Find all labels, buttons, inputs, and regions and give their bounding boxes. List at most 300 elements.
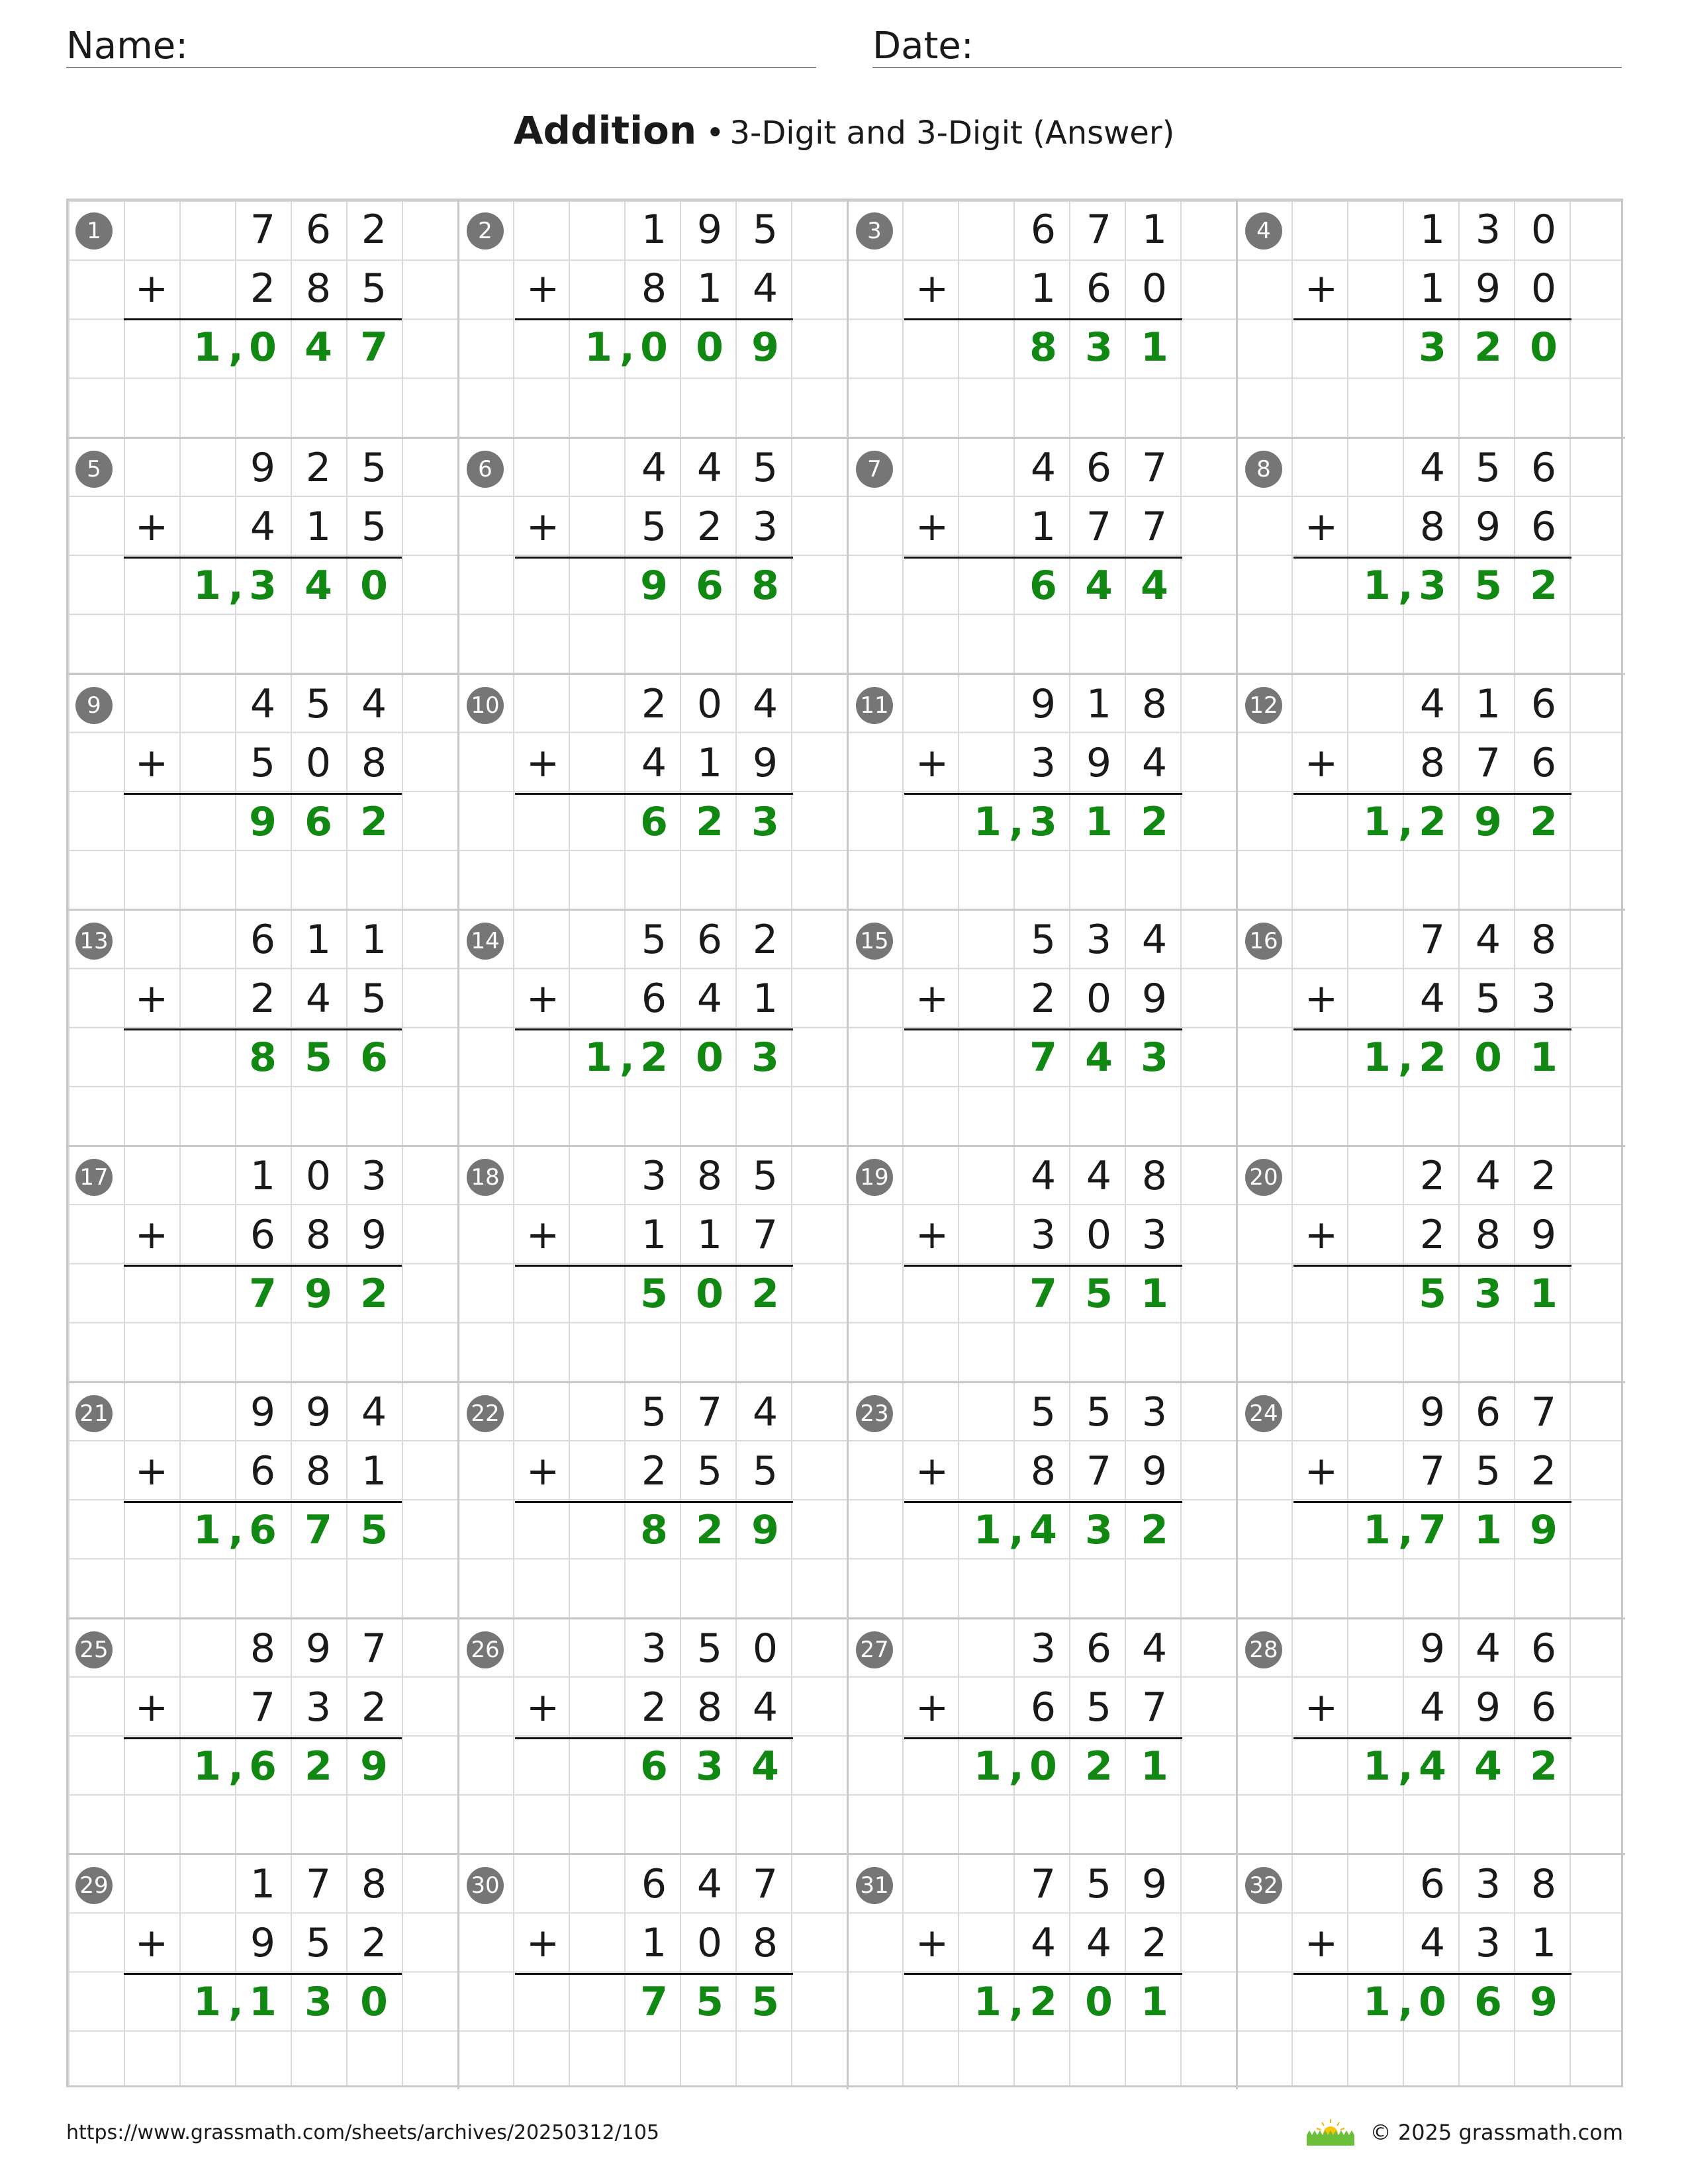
addend-bottom-digit: 1 bbox=[1419, 265, 1446, 312]
addend-top-digit: 7 bbox=[1530, 1388, 1557, 1435]
addend-top-digit: 7 bbox=[752, 1861, 778, 1908]
answer-digit: 4 bbox=[751, 1743, 779, 1790]
addend-bottom-digit: 3 bbox=[1530, 976, 1557, 1023]
addend-top-digit: 8 bbox=[1530, 917, 1557, 964]
plus-sign: + bbox=[526, 1684, 560, 1731]
problem-number-badge: 12 bbox=[1245, 687, 1282, 724]
answer-digit: 6 bbox=[249, 1506, 277, 1553]
addend-top-digit: 6 bbox=[1086, 444, 1112, 491]
addend-top-digit: 5 bbox=[752, 444, 778, 491]
addend-bottom-digit: 2 bbox=[641, 1447, 667, 1494]
addend-top-digit: 7 bbox=[361, 1625, 387, 1672]
addend-top-digit: 4 bbox=[696, 444, 723, 491]
answer-digit: 3 bbox=[1141, 1034, 1168, 1081]
addend-top-digit: 6 bbox=[1419, 1861, 1446, 1908]
answer-digit: 3 bbox=[1085, 1506, 1113, 1553]
problem-block bbox=[457, 673, 847, 909]
addend-bottom-digit: 9 bbox=[1475, 1684, 1501, 1731]
answer-digit: 0 bbox=[696, 1034, 724, 1081]
addend-bottom-digit: 9 bbox=[361, 1212, 387, 1258]
answer-digit: 0 bbox=[696, 324, 724, 371]
answer-comma: , bbox=[1398, 1979, 1413, 2026]
addend-top-digit: 5 bbox=[752, 1153, 778, 1199]
answer-digit: 3 bbox=[1419, 324, 1446, 371]
answer-digit: 0 bbox=[1419, 1979, 1446, 2026]
plus-sign: + bbox=[526, 1212, 560, 1258]
answer-digit: 1 bbox=[193, 1506, 221, 1553]
plus-sign: + bbox=[915, 1684, 949, 1731]
grassmath-logo-icon bbox=[1304, 2116, 1357, 2148]
addend-top-digit: 8 bbox=[1141, 1153, 1168, 1199]
problem-number-badge: 8 bbox=[1245, 451, 1282, 488]
addend-bottom-digit: 8 bbox=[305, 1447, 332, 1494]
answer-digit: 6 bbox=[305, 798, 332, 845]
addend-bottom-digit: 5 bbox=[641, 503, 667, 550]
name-line bbox=[66, 67, 816, 68]
addend-bottom-digit: 7 bbox=[752, 1212, 778, 1258]
answer-digit: 2 bbox=[1530, 562, 1558, 609]
addend-bottom-digit: 9 bbox=[1475, 503, 1501, 550]
problem-block bbox=[457, 1853, 847, 2089]
addend-top-digit: 5 bbox=[305, 680, 332, 727]
addend-bottom-digit: 1 bbox=[361, 1447, 387, 1494]
answer-digit: 8 bbox=[751, 562, 779, 609]
problem-block bbox=[847, 909, 1236, 1145]
addend-top-digit: 4 bbox=[1141, 917, 1168, 964]
answer-digit: 2 bbox=[1474, 324, 1502, 371]
answer-digit: 9 bbox=[640, 562, 668, 609]
problem-block bbox=[847, 1853, 1236, 2089]
addend-top-digit: 5 bbox=[752, 206, 778, 253]
addend-bottom-digit: 8 bbox=[696, 1684, 723, 1731]
problem-number-badge: 9 bbox=[75, 687, 113, 724]
problem-block bbox=[68, 1381, 457, 1617]
problem-number-badge: 7 bbox=[856, 451, 893, 488]
addend-bottom-digit: 4 bbox=[1030, 1920, 1056, 1967]
title-main: Addition bbox=[513, 108, 697, 153]
addend-top-digit: 0 bbox=[752, 1625, 778, 1672]
problem-number-badge: 6 bbox=[467, 451, 504, 488]
addend-bottom-digit: 7 bbox=[1419, 1447, 1446, 1494]
answer-digit: 9 bbox=[751, 324, 779, 371]
problem-number-badge: 11 bbox=[856, 687, 893, 724]
plus-sign: + bbox=[526, 1920, 560, 1967]
addend-bottom-digit: 7 bbox=[250, 1684, 276, 1731]
problem-block bbox=[457, 1381, 847, 1617]
addend-top-digit: 3 bbox=[1086, 917, 1112, 964]
addend-bottom-digit: 7 bbox=[1141, 1684, 1168, 1731]
addend-bottom-digit: 7 bbox=[1141, 503, 1168, 550]
addend-bottom-digit: 9 bbox=[1530, 1212, 1557, 1258]
answer-digit: 0 bbox=[1029, 1743, 1057, 1790]
problem-number-badge: 13 bbox=[75, 923, 113, 960]
addend-bottom-digit: 4 bbox=[1419, 1920, 1446, 1967]
addend-top-digit: 9 bbox=[1030, 680, 1056, 727]
answer-digit: 9 bbox=[305, 1271, 332, 1317]
answer-digit: 7 bbox=[305, 1506, 332, 1553]
addend-top-digit: 4 bbox=[1419, 444, 1446, 491]
addend-bottom-digit: 8 bbox=[305, 265, 332, 312]
addend-top-digit: 6 bbox=[1475, 1388, 1501, 1435]
worksheet-title bbox=[0, 107, 1688, 156]
problem-block bbox=[847, 1145, 1236, 1381]
answer-digit: 2 bbox=[696, 1506, 724, 1553]
addend-top-digit: 4 bbox=[361, 1388, 387, 1435]
plus-sign: + bbox=[134, 1684, 169, 1731]
answer-digit: 9 bbox=[1530, 1979, 1558, 2026]
addend-top-digit: 7 bbox=[1141, 444, 1168, 491]
plus-sign: + bbox=[1304, 1447, 1338, 1494]
addend-top-digit: 4 bbox=[1475, 917, 1501, 964]
answer-digit: 1 bbox=[974, 1979, 1002, 2026]
answer-digit: 3 bbox=[751, 798, 779, 845]
addend-top-digit: 3 bbox=[1475, 1861, 1501, 1908]
answer-comma: , bbox=[228, 562, 244, 609]
name-label: Name: bbox=[66, 24, 189, 68]
answer-digit: 1 bbox=[193, 324, 221, 371]
addend-bottom-digit: 0 bbox=[1086, 1212, 1112, 1258]
problem-block bbox=[847, 201, 1236, 437]
addend-top-digit: 1 bbox=[1086, 680, 1112, 727]
addend-top-digit: 1 bbox=[361, 917, 387, 964]
problem-number-badge: 19 bbox=[856, 1159, 893, 1196]
addend-bottom-digit: 1 bbox=[696, 1212, 723, 1258]
addend-bottom-digit: 6 bbox=[1086, 265, 1112, 312]
problem-number-badge: 28 bbox=[1245, 1631, 1282, 1668]
plus-sign: + bbox=[1304, 265, 1338, 312]
problem-number-badge: 2 bbox=[467, 212, 504, 250]
addend-bottom-digit: 0 bbox=[696, 1920, 723, 1967]
problem-block bbox=[68, 201, 457, 437]
addend-top-digit: 5 bbox=[1030, 1388, 1056, 1435]
addend-bottom-digit: 6 bbox=[1530, 739, 1557, 786]
addend-bottom-digit: 2 bbox=[1419, 1212, 1446, 1258]
addend-top-digit: 4 bbox=[1086, 1153, 1112, 1199]
answer-comma: , bbox=[1398, 1506, 1413, 1553]
problem-block bbox=[847, 1617, 1236, 1854]
addend-top-digit: 1 bbox=[1419, 206, 1446, 253]
answer-digit: 2 bbox=[360, 798, 388, 845]
answer-comma: , bbox=[1009, 1743, 1024, 1790]
plus-sign: + bbox=[1304, 503, 1338, 550]
addend-bottom-digit: 8 bbox=[305, 1212, 332, 1258]
addend-top-digit: 8 bbox=[1530, 1861, 1557, 1908]
addend-top-digit: 8 bbox=[1141, 680, 1168, 727]
answer-digit: 1 bbox=[1363, 562, 1391, 609]
footer-url: https://www.grassmath.com/sheets/archives/20250312/105 bbox=[66, 2121, 660, 2144]
problem-number-badge: 1 bbox=[75, 212, 113, 250]
addend-bottom-digit: 6 bbox=[1030, 1684, 1056, 1731]
addend-top-digit: 4 bbox=[696, 1861, 723, 1908]
addend-top-digit: 7 bbox=[1419, 917, 1446, 964]
answer-digit: 5 bbox=[360, 1506, 388, 1553]
addend-bottom-digit: 4 bbox=[696, 976, 723, 1023]
answer-digit: 1 bbox=[1085, 798, 1113, 845]
addend-top-digit: 4 bbox=[752, 680, 778, 727]
problem-number-badge: 23 bbox=[856, 1395, 893, 1432]
answer-digit: 7 bbox=[360, 324, 388, 371]
addend-bottom-digit: 0 bbox=[1530, 265, 1557, 312]
addend-bottom-digit: 4 bbox=[1419, 1684, 1446, 1731]
addend-bottom-digit: 5 bbox=[1086, 1684, 1112, 1731]
plus-sign: + bbox=[134, 1920, 169, 1967]
answer-digit: 6 bbox=[360, 1034, 388, 1081]
addend-bottom-digit: 7 bbox=[1086, 1447, 1112, 1494]
addend-bottom-digit: 1 bbox=[696, 739, 723, 786]
addend-top-digit: 4 bbox=[250, 680, 276, 727]
addend-top-digit: 1 bbox=[641, 206, 667, 253]
addend-top-digit: 1 bbox=[250, 1861, 276, 1908]
plus-sign: + bbox=[915, 739, 949, 786]
plus-sign: + bbox=[915, 503, 949, 550]
problem-block bbox=[1236, 437, 1625, 673]
plus-sign: + bbox=[134, 976, 169, 1023]
answer-digit: 1 bbox=[193, 1979, 221, 2026]
answer-digit: 0 bbox=[640, 324, 668, 371]
addend-bottom-digit: 5 bbox=[250, 739, 276, 786]
addend-top-digit: 4 bbox=[1419, 680, 1446, 727]
answer-comma: , bbox=[620, 1034, 635, 1081]
plus-sign: + bbox=[134, 1447, 169, 1494]
answer-digit: 2 bbox=[640, 1034, 668, 1081]
addend-bottom-digit: 6 bbox=[250, 1447, 276, 1494]
answer-digit: 7 bbox=[1029, 1271, 1057, 1317]
addend-bottom-digit: 9 bbox=[1141, 976, 1168, 1023]
addend-top-digit: 3 bbox=[1141, 1388, 1168, 1435]
addend-bottom-digit: 2 bbox=[696, 503, 723, 550]
plus-sign: + bbox=[915, 1212, 949, 1258]
answer-digit: 6 bbox=[696, 562, 724, 609]
addend-top-digit: 0 bbox=[305, 1153, 332, 1199]
problem-block bbox=[68, 1145, 457, 1381]
answer-digit: 8 bbox=[249, 1034, 277, 1081]
addend-bottom-digit: 2 bbox=[361, 1684, 387, 1731]
addend-top-digit: 7 bbox=[250, 206, 276, 253]
addend-top-digit: 3 bbox=[1030, 1625, 1056, 1672]
addend-top-digit: 9 bbox=[696, 206, 723, 253]
addend-bottom-digit: 2 bbox=[250, 265, 276, 312]
problem-block bbox=[847, 1381, 1236, 1617]
addend-top-digit: 9 bbox=[250, 1388, 276, 1435]
problem-block bbox=[847, 437, 1236, 673]
plus-sign: + bbox=[1304, 976, 1338, 1023]
answer-comma: , bbox=[228, 324, 244, 371]
addend-top-digit: 6 bbox=[1530, 444, 1557, 491]
addend-bottom-digit: 6 bbox=[641, 976, 667, 1023]
addend-top-digit: 9 bbox=[1419, 1625, 1446, 1672]
addend-bottom-digit: 5 bbox=[1475, 1447, 1501, 1494]
addend-bottom-digit: 3 bbox=[1030, 739, 1056, 786]
answer-digit: 5 bbox=[640, 1271, 668, 1317]
addend-bottom-digit: 3 bbox=[305, 1684, 332, 1731]
answer-digit: 7 bbox=[1419, 1506, 1446, 1553]
problem-block bbox=[457, 1145, 847, 1381]
addend-top-digit: 5 bbox=[696, 1625, 723, 1672]
addend-top-digit: 2 bbox=[1530, 1153, 1557, 1199]
addend-top-digit: 4 bbox=[1030, 444, 1056, 491]
answer-digit: 5 bbox=[1474, 562, 1502, 609]
answer-digit: 2 bbox=[696, 798, 724, 845]
problem-number-badge: 3 bbox=[856, 212, 893, 250]
answer-digit: 3 bbox=[1029, 798, 1057, 845]
problem-number-badge: 32 bbox=[1245, 1867, 1282, 1904]
problem-number-badge: 14 bbox=[467, 923, 504, 960]
answer-digit: 4 bbox=[1085, 1034, 1113, 1081]
addend-bottom-digit: 1 bbox=[641, 1920, 667, 1967]
addend-bottom-digit: 1 bbox=[1030, 265, 1056, 312]
problem-number-badge: 17 bbox=[75, 1159, 113, 1196]
addend-bottom-digit: 8 bbox=[361, 739, 387, 786]
answer-digit: 2 bbox=[1085, 1743, 1113, 1790]
problem-number-badge: 21 bbox=[75, 1395, 113, 1432]
addend-bottom-digit: 7 bbox=[1475, 739, 1501, 786]
plus-sign: + bbox=[915, 976, 949, 1023]
date-label: Date: bbox=[872, 24, 974, 68]
answer-digit: 3 bbox=[1419, 562, 1446, 609]
addend-bottom-digit: 0 bbox=[1086, 976, 1112, 1023]
addend-top-digit: 5 bbox=[1475, 444, 1501, 491]
title-bullet: • bbox=[706, 114, 725, 152]
answer-digit: 2 bbox=[1530, 798, 1558, 845]
answer-digit: 1 bbox=[1141, 1979, 1168, 2026]
answer-digit: 6 bbox=[249, 1743, 277, 1790]
addend-bottom-digit: 4 bbox=[305, 976, 332, 1023]
answer-digit: 9 bbox=[360, 1743, 388, 1790]
problem-number-badge: 30 bbox=[467, 1867, 504, 1904]
answer-comma: , bbox=[1009, 798, 1024, 845]
problem-block bbox=[457, 437, 847, 673]
addend-top-digit: 0 bbox=[696, 680, 723, 727]
answer-digit: 7 bbox=[249, 1271, 277, 1317]
addend-bottom-digit: 1 bbox=[696, 265, 723, 312]
answer-digit: 6 bbox=[1474, 1979, 1502, 2026]
problem-block bbox=[1236, 909, 1625, 1145]
problem-block bbox=[1236, 1381, 1625, 1617]
problem-block bbox=[68, 1617, 457, 1854]
addend-top-digit: 4 bbox=[641, 444, 667, 491]
addend-top-digit: 8 bbox=[696, 1153, 723, 1199]
addend-top-digit: 8 bbox=[361, 1861, 387, 1908]
answer-comma: , bbox=[1009, 1979, 1024, 2026]
addend-bottom-digit: 5 bbox=[361, 503, 387, 550]
answer-digit: 0 bbox=[1085, 1979, 1113, 2026]
addend-top-digit: 2 bbox=[305, 444, 332, 491]
addend-bottom-digit: 1 bbox=[1030, 503, 1056, 550]
plus-sign: + bbox=[915, 265, 949, 312]
answer-digit: 1 bbox=[974, 1743, 1002, 1790]
answer-digit: 3 bbox=[249, 562, 277, 609]
answer-digit: 9 bbox=[1474, 798, 1502, 845]
problem-grid bbox=[66, 199, 1623, 2087]
addend-top-digit: 7 bbox=[1030, 1861, 1056, 1908]
answer-comma: , bbox=[1398, 1743, 1413, 1790]
addend-top-digit: 5 bbox=[361, 444, 387, 491]
problem-number-badge: 31 bbox=[856, 1867, 893, 1904]
addend-bottom-digit: 3 bbox=[1475, 1920, 1501, 1967]
addend-bottom-digit: 9 bbox=[1475, 265, 1501, 312]
addend-top-digit: 2 bbox=[361, 206, 387, 253]
answer-digit: 3 bbox=[696, 1743, 724, 1790]
addend-top-digit: 5 bbox=[1086, 1861, 1112, 1908]
answer-digit: 2 bbox=[1141, 1506, 1168, 1553]
answer-digit: 2 bbox=[1419, 798, 1446, 845]
addend-top-digit: 4 bbox=[752, 1388, 778, 1435]
answer-digit: 2 bbox=[751, 1271, 779, 1317]
addend-bottom-digit: 4 bbox=[752, 265, 778, 312]
answer-digit: 2 bbox=[1029, 1979, 1057, 2026]
problem-number-badge: 25 bbox=[75, 1631, 113, 1668]
addend-top-digit: 9 bbox=[305, 1388, 332, 1435]
answer-digit: 4 bbox=[305, 324, 332, 371]
addend-bottom-digit: 8 bbox=[1419, 739, 1446, 786]
footer-copyright: © 2025 grassmath.com bbox=[1370, 2120, 1623, 2145]
addend-top-digit: 3 bbox=[641, 1625, 667, 1672]
addend-bottom-digit: 9 bbox=[250, 1920, 276, 1967]
addend-bottom-digit: 8 bbox=[641, 265, 667, 312]
addend-top-digit: 7 bbox=[305, 1861, 332, 1908]
addend-bottom-digit: 5 bbox=[696, 1447, 723, 1494]
answer-comma: , bbox=[228, 1506, 244, 1553]
problem-number-badge: 26 bbox=[467, 1631, 504, 1668]
addend-top-digit: 5 bbox=[641, 917, 667, 964]
answer-digit: 2 bbox=[360, 1271, 388, 1317]
plus-sign: + bbox=[526, 265, 560, 312]
plus-sign: + bbox=[1304, 1212, 1338, 1258]
addend-top-digit: 4 bbox=[1030, 1153, 1056, 1199]
plus-sign: + bbox=[134, 503, 169, 550]
addend-top-digit: 8 bbox=[250, 1625, 276, 1672]
problem-block bbox=[1236, 673, 1625, 909]
answer-comma: , bbox=[1398, 562, 1413, 609]
addend-bottom-digit: 5 bbox=[752, 1447, 778, 1494]
answer-digit: 0 bbox=[1474, 1034, 1502, 1081]
addend-top-digit: 6 bbox=[641, 1861, 667, 1908]
addend-top-digit: 5 bbox=[1086, 1388, 1112, 1435]
addend-top-digit: 2 bbox=[641, 680, 667, 727]
problem-number-badge: 29 bbox=[75, 1867, 113, 1904]
plus-sign: + bbox=[915, 1447, 949, 1494]
date-line bbox=[872, 67, 1622, 68]
addend-top-digit: 3 bbox=[1475, 206, 1501, 253]
answer-digit: 8 bbox=[640, 1506, 668, 1553]
answer-digit: 1 bbox=[1474, 1506, 1502, 1553]
addend-bottom-digit: 5 bbox=[361, 265, 387, 312]
addend-top-digit: 1 bbox=[1141, 206, 1168, 253]
problem-block bbox=[1236, 1145, 1625, 1381]
addend-top-digit: 7 bbox=[696, 1388, 723, 1435]
addend-top-digit: 6 bbox=[1086, 1625, 1112, 1672]
answer-digit: 4 bbox=[1474, 1743, 1502, 1790]
addend-top-digit: 6 bbox=[1030, 206, 1056, 253]
problem-number-badge: 22 bbox=[467, 1395, 504, 1432]
answer-digit: 1 bbox=[1530, 1034, 1558, 1081]
answer-digit: 1 bbox=[1363, 1979, 1391, 2026]
addend-top-digit: 9 bbox=[250, 444, 276, 491]
addend-bottom-digit: 2 bbox=[361, 1920, 387, 1967]
answer-comma: , bbox=[228, 1743, 244, 1790]
answer-digit: 2 bbox=[1419, 1034, 1446, 1081]
addend-bottom-digit: 8 bbox=[1419, 503, 1446, 550]
answer-digit: 5 bbox=[696, 1979, 724, 2026]
answer-digit: 6 bbox=[640, 1743, 668, 1790]
addend-bottom-digit: 4 bbox=[1086, 1920, 1112, 1967]
answer-digit: 1 bbox=[249, 1979, 277, 2026]
addend-bottom-digit: 9 bbox=[1141, 1447, 1168, 1494]
plus-sign: + bbox=[1304, 1684, 1338, 1731]
addend-bottom-digit: 9 bbox=[752, 739, 778, 786]
plus-sign: + bbox=[526, 503, 560, 550]
answer-digit: 1 bbox=[1141, 1743, 1168, 1790]
